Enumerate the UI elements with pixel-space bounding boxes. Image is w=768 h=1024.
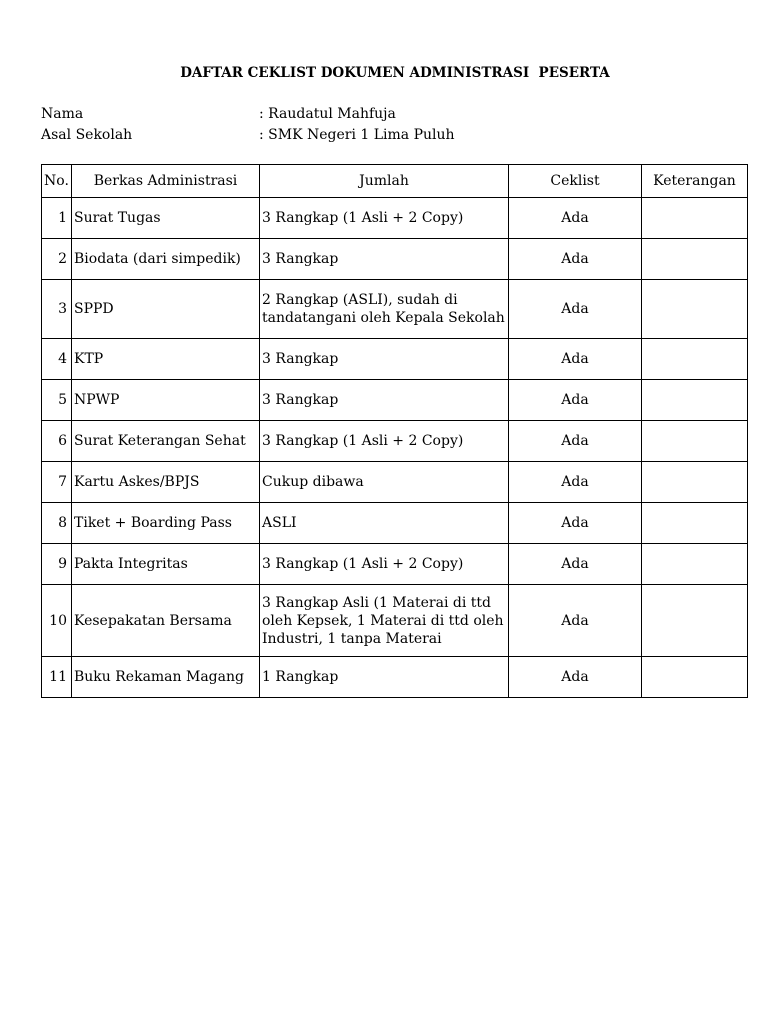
row-ceklist: Ada bbox=[509, 280, 642, 339]
table-row bbox=[42, 198, 748, 239]
row-ceklist: Ada bbox=[509, 585, 642, 657]
table-row bbox=[42, 503, 748, 544]
row-no: 4 bbox=[42, 339, 72, 380]
row-jumlah: 3 Rangkap bbox=[260, 380, 509, 421]
row-jumlah: 3 Rangkap (1 Asli + 2 Copy) bbox=[260, 198, 509, 239]
row-berkas: Surat Tugas bbox=[72, 198, 260, 239]
table-row bbox=[42, 544, 748, 585]
table-row bbox=[42, 380, 748, 421]
row-keterangan bbox=[642, 585, 748, 657]
row-jumlah: 3 Rangkap Asli (1 Materai di ttd oleh Kepsek, 1 Materai di ttd oleh Industri, 1 tanpa Materai bbox=[260, 585, 509, 657]
row-keterangan bbox=[642, 544, 748, 585]
row-no: 8 bbox=[42, 503, 72, 544]
row-jumlah: Cukup dibawa bbox=[260, 462, 509, 503]
header-jumlah: Jumlah bbox=[260, 165, 509, 198]
row-berkas: Pakta Integritas bbox=[72, 544, 260, 585]
table-row bbox=[42, 462, 748, 503]
row-jumlah: ASLI bbox=[260, 503, 509, 544]
table-row bbox=[42, 657, 748, 698]
row-ceklist: Ada bbox=[509, 544, 642, 585]
row-no: 11 bbox=[42, 657, 72, 698]
row-jumlah: 3 Rangkap (1 Asli + 2 Copy) bbox=[260, 544, 509, 585]
row-keterangan bbox=[642, 380, 748, 421]
row-berkas: NPWP bbox=[72, 380, 260, 421]
row-jumlah: 3 Rangkap bbox=[260, 339, 509, 380]
school-value: : SMK Negeri 1 Lima Puluh bbox=[259, 127, 455, 143]
row-jumlah: 3 Rangkap bbox=[260, 239, 509, 280]
row-keterangan bbox=[642, 239, 748, 280]
row-no: 2 bbox=[42, 239, 72, 280]
row-ceklist: Ada bbox=[509, 380, 642, 421]
row-ceklist: Ada bbox=[509, 503, 642, 544]
table-row bbox=[42, 421, 748, 462]
row-no: 9 bbox=[42, 544, 72, 585]
row-keterangan bbox=[642, 503, 748, 544]
table-row bbox=[42, 280, 748, 339]
row-no: 3 bbox=[42, 280, 72, 339]
table-row bbox=[42, 239, 748, 280]
row-berkas: SPPD bbox=[72, 280, 260, 339]
table-row bbox=[42, 585, 748, 657]
row-ceklist: Ada bbox=[509, 198, 642, 239]
header-berkas: Berkas Administrasi bbox=[72, 165, 260, 198]
row-berkas: Surat Keterangan Sehat bbox=[72, 421, 260, 462]
row-jumlah: 3 Rangkap (1 Asli + 2 Copy) bbox=[260, 421, 509, 462]
name-label: Nama bbox=[41, 106, 84, 122]
row-berkas: Kartu Askes/BPJS bbox=[72, 462, 260, 503]
row-berkas: Tiket + Boarding Pass bbox=[72, 503, 260, 544]
row-berkas: KTP bbox=[72, 339, 260, 380]
row-keterangan bbox=[642, 198, 748, 239]
row-no: 7 bbox=[42, 462, 72, 503]
row-ceklist: Ada bbox=[509, 462, 642, 503]
row-ceklist: Ada bbox=[509, 657, 642, 698]
row-no: 6 bbox=[42, 421, 72, 462]
row-keterangan bbox=[642, 339, 748, 380]
row-no: 5 bbox=[42, 380, 72, 421]
row-ceklist: Ada bbox=[509, 339, 642, 380]
name-value: : Raudatul Mahfuja bbox=[259, 106, 396, 122]
school-label: Asal Sekolah bbox=[41, 127, 133, 143]
row-no: 1 bbox=[42, 198, 72, 239]
row-keterangan bbox=[642, 421, 748, 462]
header-ceklist: Ceklist bbox=[509, 165, 642, 198]
row-berkas: Biodata (dari simpedik) bbox=[72, 239, 260, 280]
row-jumlah: 2 Rangkap (ASLI), sudah di tandatangani oleh Kepala Sekolah bbox=[260, 280, 509, 339]
document-title: DAFTAR CEKLIST DOKUMEN ADMINISTRASI PESERTA bbox=[180, 65, 610, 81]
checklist-table bbox=[41, 164, 748, 698]
table-row bbox=[42, 339, 748, 380]
row-berkas: Buku Rekaman Magang bbox=[72, 657, 260, 698]
row-keterangan bbox=[642, 280, 748, 339]
row-berkas: Kesepakatan Bersama bbox=[72, 585, 260, 657]
row-keterangan bbox=[642, 462, 748, 503]
header-no: No. bbox=[42, 165, 72, 198]
row-ceklist: Ada bbox=[509, 239, 642, 280]
row-no: 10 bbox=[42, 585, 72, 657]
row-keterangan bbox=[642, 657, 748, 698]
header-keterangan: Keterangan bbox=[642, 165, 748, 198]
row-ceklist: Ada bbox=[509, 421, 642, 462]
row-jumlah: 1 Rangkap bbox=[260, 657, 509, 698]
table-header-row bbox=[42, 165, 748, 198]
